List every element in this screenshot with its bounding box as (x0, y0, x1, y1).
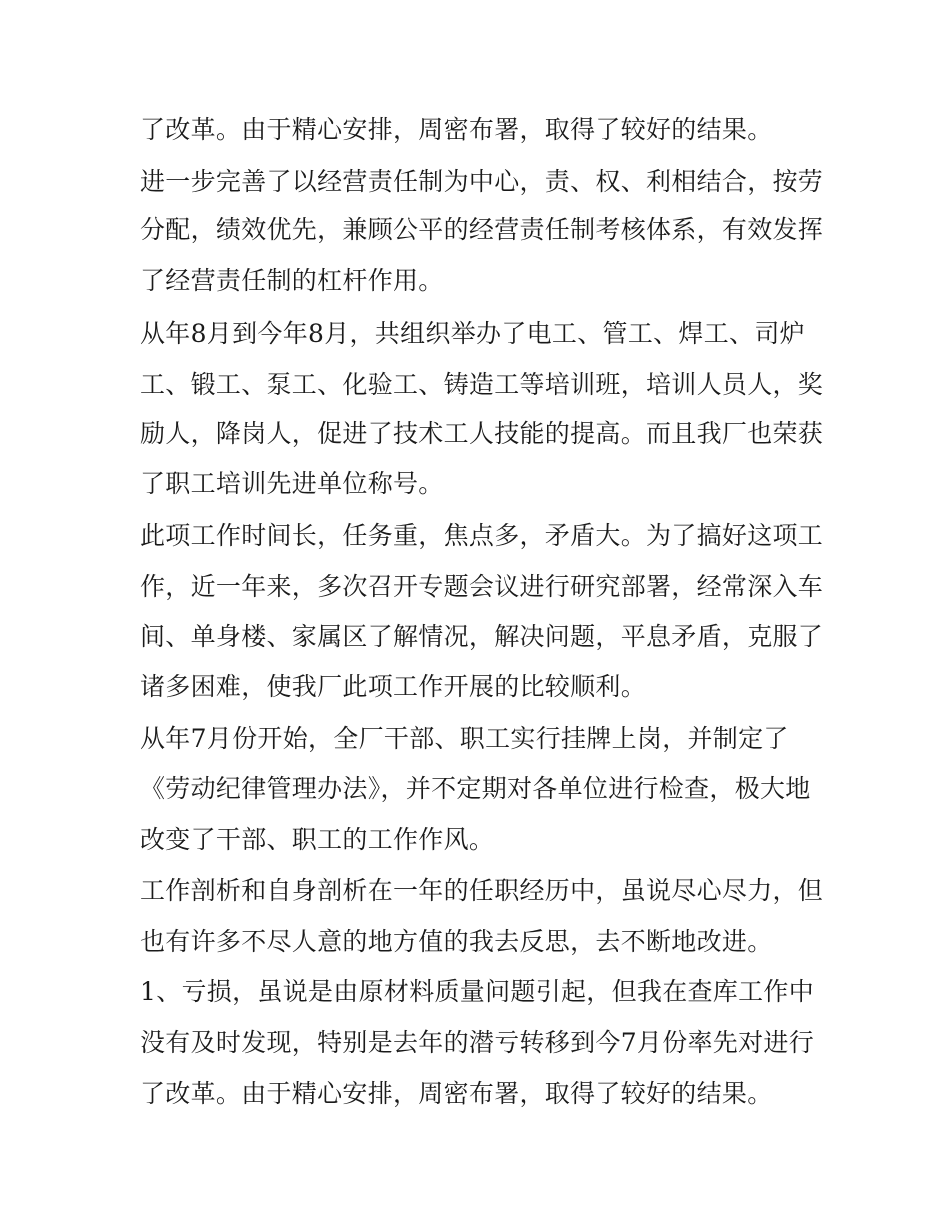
text-line: 了职工培训先进单位称号。 (140, 469, 444, 498)
text-line: 了经营责任制的杠杆作用。 (140, 266, 444, 295)
text-line: 作，近一年来，多次召开专题会议进行研究部署，经常深入车 (140, 572, 824, 601)
text-line: 没有及时发现，特别是去年的潜亏转移到今7月份率先对进行 (140, 1028, 815, 1057)
text-line: 励人，降岗人，促进了技术工人技能的提高。而且我厂也荣获 (140, 419, 824, 448)
text-line: 进一步完善了以经营责任制为中心，责、权、利相结合，按劳 (140, 167, 824, 196)
text-line: 改变了干部、职工的工作作风。 (140, 825, 495, 854)
text-line: 间、单身楼、家属区了解情况，解决问题，平息矛盾，克服了 (140, 622, 824, 651)
text-line: 工、锻工、泵工、化验工、铸造工等培训班，培训人员人，奖 (140, 370, 824, 399)
text-line: 从年7月份开始，全厂干部、职工实行挂牌上岗，并制定了 (140, 724, 789, 753)
text-line: 分配，绩效优先，兼顾公平的经营责任制考核体系，有效发挥 (140, 215, 824, 244)
text-line: 此项工作时间长，任务重，焦点多，矛盾大。为了搞好这项工 (140, 521, 824, 550)
text-line: 也有许多不尽人意的地方值的我去反思，去不断地改进。 (140, 927, 773, 956)
text-line: 了改革。由于精心安排，周密布署，取得了较好的结果。 (140, 115, 773, 144)
text-line: 工作剖析和自身剖析在一年的任职经历中，虽说尽心尽力，但 (140, 876, 824, 905)
text-line: 1、亏损，虽说是由原材料质量问题引起，但我在查库工作中 (140, 977, 815, 1006)
text-line: 《劳动纪律管理办法》，并不定期对各单位进行检查，极大地 (140, 774, 811, 803)
text-line: 诸多困难，使我厂此项工作开展的比较顺利。 (140, 672, 647, 701)
text-line: 从年8月到今年8月，共组织举办了电工、管工、焊工、司炉 (140, 319, 805, 348)
text-line: 了改革。由于精心安排，周密布署，取得了较好的结果。 (140, 1079, 773, 1108)
